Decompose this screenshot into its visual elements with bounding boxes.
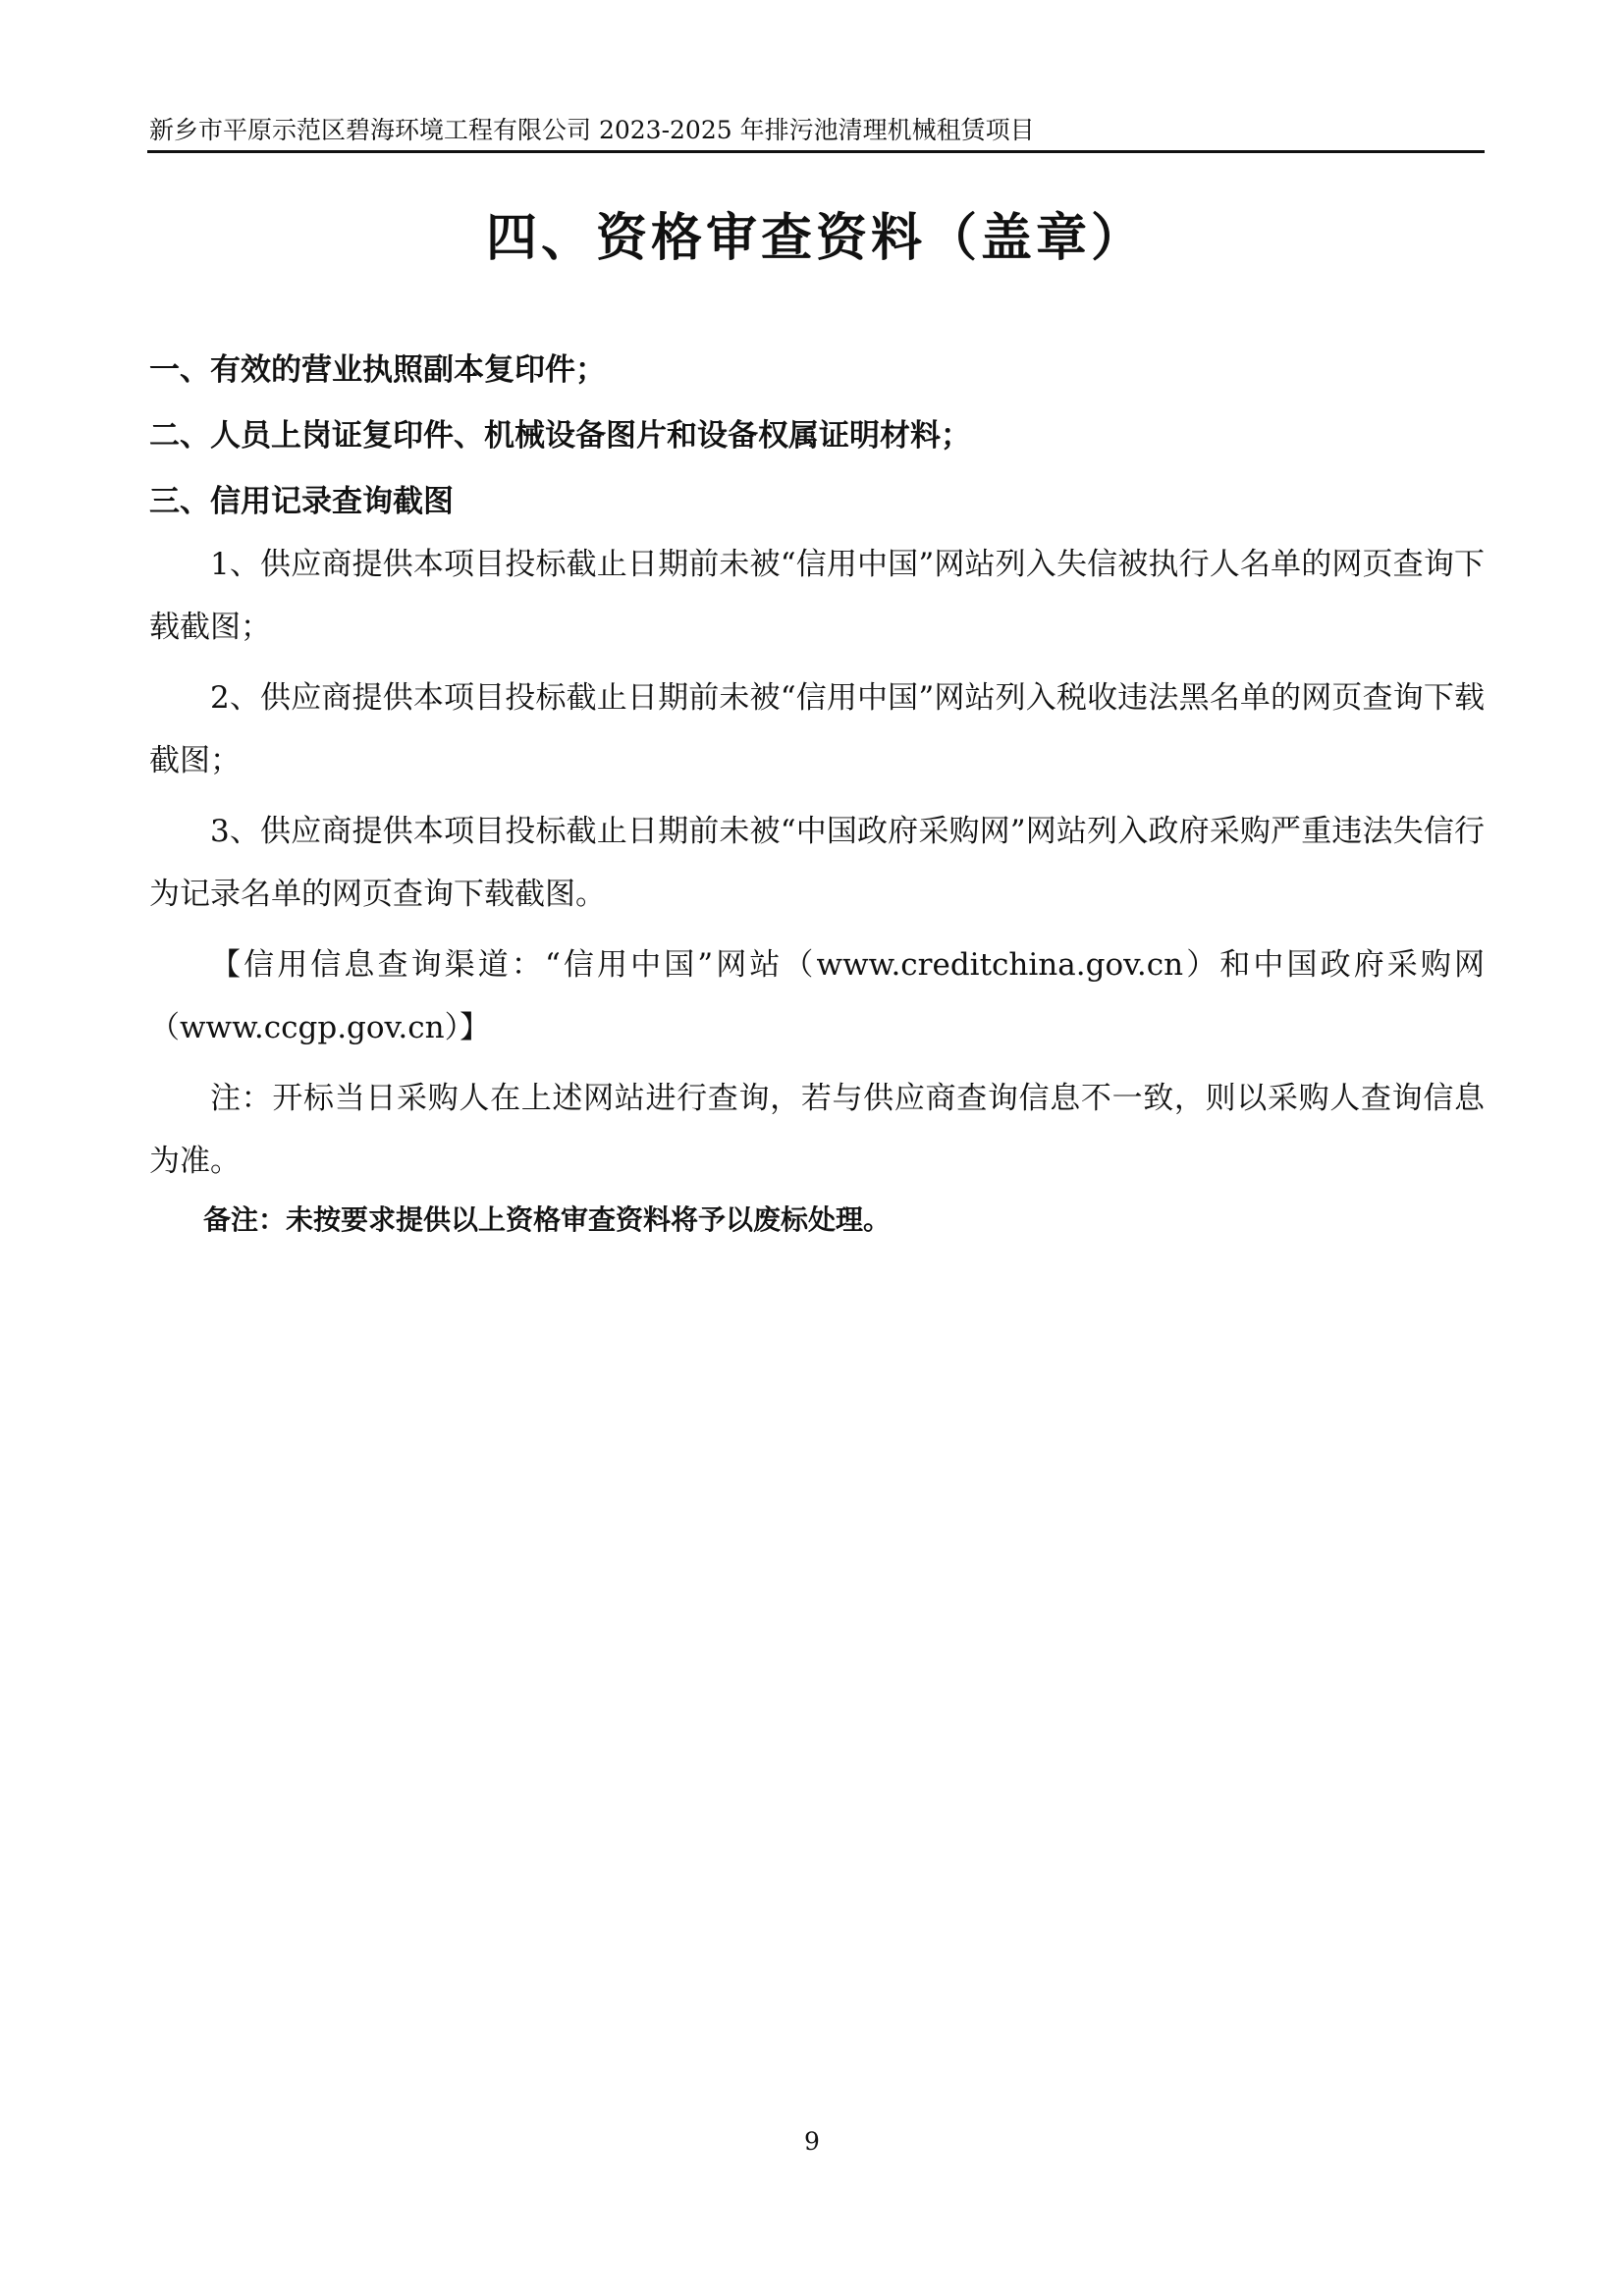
credit-paragraph-3: 3、供应商提供本项目投标截止日期前未被“中国政府采购网”网站列入政府采购严重违法失信行为记录名单的网页查询下载截图。 bbox=[149, 814, 1485, 912]
note-paragraph: 注：开标当日采购人在上述网站进行查询，若与供应商查询信息不一致，则以采购人查询信息为准。 bbox=[149, 1081, 1485, 1179]
document-body bbox=[149, 353, 1485, 1240]
requirement-business-license: 一、有效的营业执照副本复印件； bbox=[149, 352, 606, 388]
page-number: 9 bbox=[804, 2127, 820, 2156]
requirement-credit-record: 三、信用记录查询截图 bbox=[149, 484, 454, 519]
rejection-note: 备注：未按要求提供以上资格审查资料将予以废标处理。 bbox=[203, 1203, 892, 1236]
page-title: 四、资格审查资料（盖章） bbox=[485, 208, 1146, 268]
credit-paragraph-1: 1、供应商提供本项目投标截止日期前未被“信用中国”网站列入失信被执行人名单的网页查询下载截图； bbox=[149, 547, 1485, 645]
requirement-personnel-equipment: 二、人员上岗证复印件、机械设备图片和设备权属证明材料； bbox=[149, 418, 971, 454]
credit-paragraph-2: 2、供应商提供本项目投标截止日期前未被“信用中国”网站列入税收违法黑名单的网页查询下载截图； bbox=[149, 680, 1485, 778]
query-channel-paragraph: 【信用信息查询渠道：“信用中国”网站（www.creditchina.gov.cn）和中国政府采购网（www.ccgp.gov.cn）】 bbox=[149, 947, 1485, 1045]
header-rule bbox=[147, 150, 1485, 153]
running-header: 新乡市平原示范区碧海环境工程有限公司 2023-2025 年排污池清理机械租赁项目 bbox=[149, 116, 1035, 144]
